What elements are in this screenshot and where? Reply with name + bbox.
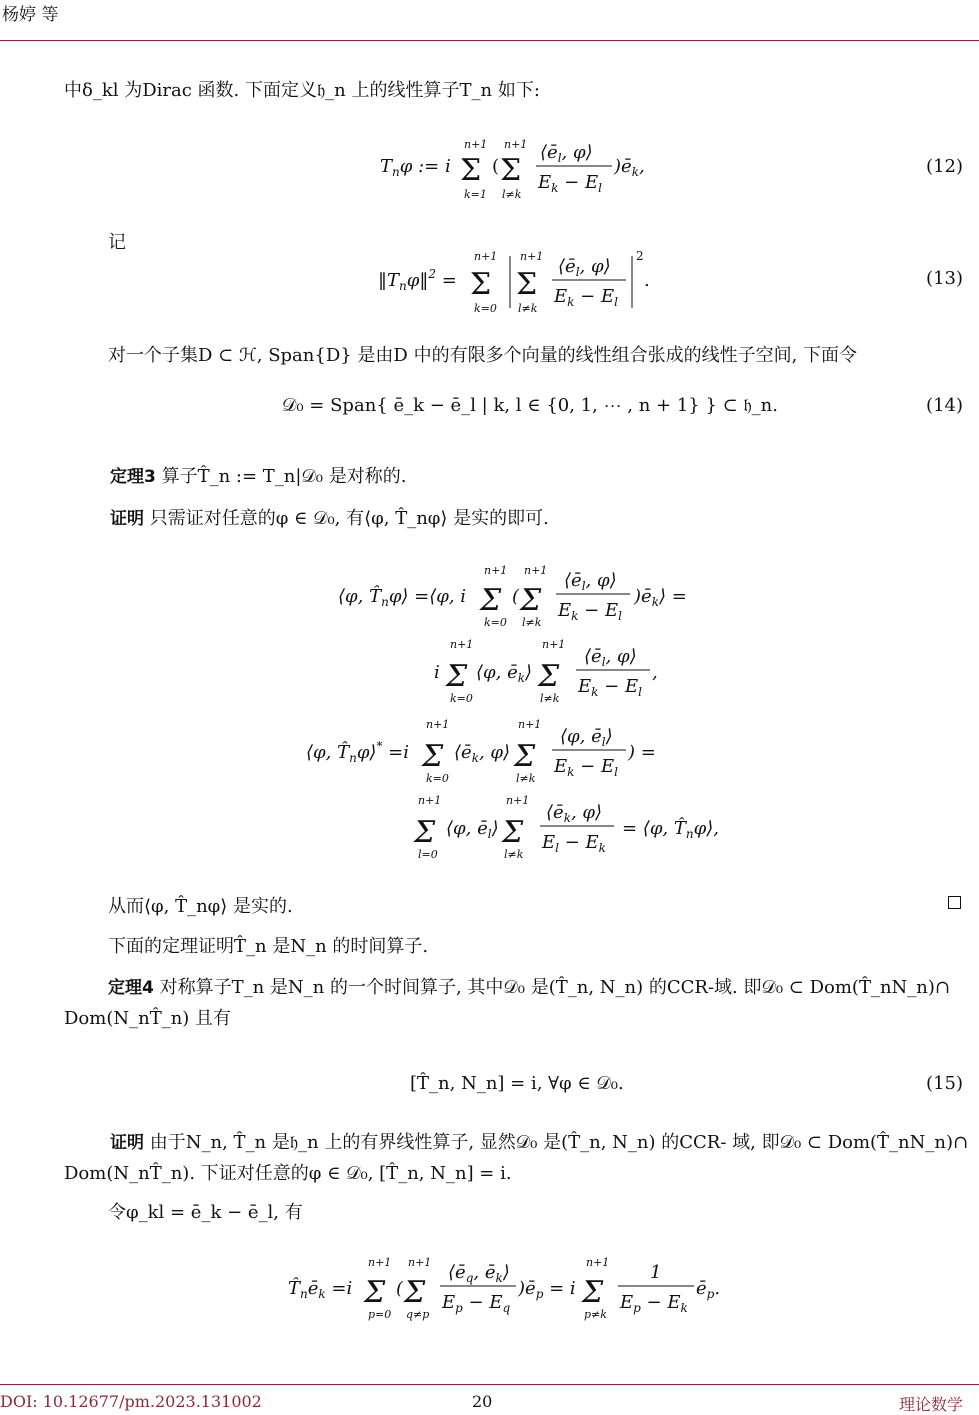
svg-text:Σ: Σ [404, 1275, 426, 1310]
svg-text:l≠k: l≠k [540, 692, 560, 705]
svg-text:p≠k: p≠k [584, 1308, 607, 1321]
svg-text:(: ( [512, 586, 520, 607]
paragraph-3: 下面的定理证明T̂_n 是N_n 的时间算子. [108, 936, 429, 957]
svg-text:(: ( [492, 156, 500, 177]
svg-text:n+1: n+1 [418, 794, 442, 807]
proof-1-text: 只需证对任意的φ ∈ 𝒟₀, 有⟨φ, T̂_nφ⟩ 是实的即可. [149, 508, 549, 529]
svg-text:Ep − Eq: $E_p - E_q$ [442, 1292, 511, 1315]
svg-text:⟨ēq, ēk⟩: $⟨ē_q$, $ē_k⟩$ [448, 1262, 510, 1285]
svg-text:)ēp = i: )$ē_p = i$ [518, 1278, 576, 1301]
svg-text:2: 2 [636, 249, 644, 263]
let-line: 令φ_kl = ē_k − ē_l, 有 [108, 1202, 303, 1223]
svg-text:l≠k: l≠k [522, 616, 542, 629]
svg-text:1: 1 [650, 1262, 662, 1283]
svg-text:⟨ēl, φ⟩: $⟨ē_l$, φ⟩ [558, 256, 611, 279]
svg-text:= ⟨φ, T̂nφ⟩,: = ⟨φ, $T̂_n\varphi⟩$, [622, 818, 719, 841]
svg-text:Σ: Σ [516, 267, 538, 302]
svg-text:⟨ēk, φ⟩: $⟨ē_k$, φ⟩ [454, 742, 511, 765]
svg-text:)ēk⟩ =: )$ē_k⟩$ = [634, 586, 687, 609]
svg-text:n+1: n+1 [520, 250, 544, 263]
svg-text:n+1: n+1 [542, 638, 566, 651]
theorem-4-text: 对称算子T_n 是N_n 的一个时间算子, 其中𝒟₀ 是(T̂_n, N_n) 的CCR-域. 即𝒟₀ ⊂ Dom(T̂_nN_n)∩ [159, 977, 950, 998]
svg-text:n+1: n+1 [464, 138, 488, 151]
svg-text:l=0: l=0 [418, 848, 438, 861]
footer-rule [0, 1384, 979, 1385]
paragraph-2: 对一个子集D ⊂ ℋ, Span{D} 是由D 中的有限多个向量的线性组合张成的线性子空间, 下面令 [108, 345, 858, 366]
final-equation [288, 1258, 728, 1326]
svg-text:Ek − El: $E_k - E_l$ [554, 286, 618, 309]
proof-1-label: 证明 [110, 509, 144, 529]
svg-text:⟨φ, T̂nφ⟩ =⟨φ, i: ⟨φ, $T̂_n\varphi⟩$ =⟨φ, i [338, 586, 467, 609]
equation-15-number: (15) [926, 1073, 963, 1094]
svg-text:Ek − El: $E_k - E_l$ [558, 600, 622, 623]
theorem-4 [108, 973, 950, 999]
equation-14-number: (14) [926, 395, 963, 416]
theorem-3-text: 算子T̂_n := T_n|𝒟₀ 是对称的. [161, 466, 407, 487]
svg-text:Σ: Σ [480, 583, 502, 618]
proof-2-text: 由于N_n, T̂_n 是𝔥_n 上的有界线性算子, 显然𝒟₀ 是(T̂_n, N_n) 的CCR- 域, 即𝒟₀ ⊂ Dom(T̂_nN_n)∩ [149, 1132, 969, 1153]
svg-text:‖Tnφ‖2 =: $‖T_n\varphi‖^2$ = [378, 267, 457, 293]
theorem-3 [110, 462, 406, 488]
svg-text:Σ: Σ [460, 153, 482, 188]
svg-text:l≠k: l≠k [504, 848, 524, 861]
svg-text:Tnφ := i: $T_n\varphi$ := i [380, 156, 451, 179]
svg-text:n+1: n+1 [368, 1256, 392, 1269]
footer-journal: 理论数学 [898, 1395, 963, 1414]
svg-text:Σ: Σ [514, 739, 536, 774]
svg-text:k=0: k=0 [484, 616, 507, 629]
svg-text:Ek − El: $E_k - E_l$ [578, 676, 642, 699]
svg-text:n+1: n+1 [450, 638, 474, 651]
svg-text:.: . [644, 270, 650, 291]
svg-text:⟨φ, T̂nφ⟩* =i: ⟨φ, $T̂_n\varphi⟩^* =i$ [306, 739, 410, 765]
svg-text:n+1: n+1 [474, 250, 498, 263]
svg-text:Σ: Σ [422, 739, 444, 774]
svg-text:l≠k: l≠k [518, 302, 538, 315]
svg-text:Ek − El: $E_k - E_l$ [554, 756, 618, 779]
equation-14: 𝒟₀ = Span{ ē_k − ē_l | k, l ∈ {0, 1, ⋯ , n + 1} } ⊂ 𝔥_n. [282, 395, 778, 416]
svg-text:Σ: Σ [364, 1275, 386, 1310]
page-number: 20 [472, 1392, 493, 1411]
svg-text:T̂nēk =i: $T̂_nē_k =i$ [288, 1278, 353, 1301]
svg-text:Ek − El: $E_k - E_l$ [538, 172, 602, 195]
svg-text:n+1: n+1 [586, 1256, 610, 1269]
svg-text:,: , [652, 662, 658, 683]
svg-text:n+1: n+1 [408, 1256, 432, 1269]
svg-text:n+1: n+1 [506, 794, 530, 807]
svg-text:Σ: Σ [414, 815, 436, 850]
svg-text:⟨ēl, φ⟩: $⟨ē_l$, φ⟩ [584, 646, 637, 669]
theorem-3-label: 定理3 [110, 467, 156, 487]
svg-text:q≠p: q≠p [406, 1308, 430, 1321]
svg-text:⟨φ, ēk⟩: ⟨φ, $ē_k⟩$ [476, 662, 533, 685]
proof-2-cont: Dom(N_nT̂_n). 下证对任意的φ ∈ 𝒟₀, [T̂_n, N_n] = i. [64, 1163, 512, 1184]
svg-text:Σ: Σ [502, 815, 524, 850]
svg-text:n+1: n+1 [504, 138, 528, 151]
svg-text:l≠k: l≠k [502, 188, 522, 201]
proof-2 [110, 1128, 968, 1154]
svg-text:n+1: n+1 [524, 564, 548, 577]
svg-text:n+1: n+1 [518, 718, 542, 731]
conclusion-1: 从而⟨φ, T̂_nφ⟩ 是实的. [108, 896, 293, 917]
svg-text:⟨ēl, φ⟩: $⟨ē_l$, φ⟩ [564, 570, 617, 593]
svg-text:Σ: Σ [470, 267, 492, 302]
paragraph-ji: 记 [108, 232, 126, 253]
svg-text:⟨φ, ēl⟩: ⟨φ, $ē_l⟩$ [446, 818, 499, 841]
footer-doi: DOI: 10.12677/pm.2023.131002 [0, 1392, 262, 1411]
theorem-4-label: 定理4 [108, 978, 154, 998]
theorem-4-cont: Dom(N_nT̂_n) 且有 [64, 1008, 232, 1029]
svg-text:⟨φ, ēl⟩: ⟨φ, $ē_l⟩$ [560, 726, 613, 749]
proof-derivation [300, 562, 760, 862]
svg-text:l≠k: l≠k [516, 772, 536, 785]
equation-13-number: (13) [926, 268, 963, 289]
qed-box [948, 896, 961, 909]
equation-12 [380, 138, 680, 202]
svg-text:k=1: k=1 [464, 188, 487, 201]
proof-2-label: 证明 [110, 1133, 144, 1153]
svg-text:Σ: Σ [446, 659, 468, 694]
svg-text:Ep − Ek: $E_p - E_k$ [620, 1292, 688, 1315]
svg-text:) =: ) = [628, 742, 656, 763]
equation-13 [378, 250, 678, 314]
svg-text:)ēk,: )$ē_k$, [614, 156, 645, 179]
paragraph-1: 中δ_kl 为Dirac 函数. 下面定义𝔥_n 上的线性算子T_n 如下: [64, 80, 540, 101]
svg-text:n+1: n+1 [426, 718, 450, 731]
svg-text:⟨ēk, φ⟩: $⟨ē_k$, φ⟩ [546, 802, 603, 825]
svg-text:k=0: k=0 [426, 772, 449, 785]
svg-text:Σ: Σ [582, 1275, 604, 1310]
svg-text:Σ: Σ [520, 583, 542, 618]
svg-text:n+1: n+1 [484, 564, 508, 577]
equation-15: [T̂_n, N_n] = i, ∀φ ∈ 𝒟₀. [410, 1073, 624, 1094]
svg-text:Σ: Σ [538, 659, 560, 694]
header-rule [0, 40, 979, 41]
svg-text:k=0: k=0 [450, 692, 473, 705]
svg-text:i: i [434, 662, 440, 683]
svg-text:k=0: k=0 [474, 302, 497, 315]
svg-text:El − Ek: $E_l - E_k$ [542, 832, 606, 855]
svg-text:ēp.: $ē_p$. [696, 1278, 721, 1301]
svg-text:⟨ēl, φ⟩: $⟨ē_l$, φ⟩ [540, 142, 593, 165]
svg-text:(: ( [396, 1278, 404, 1299]
header-author: 杨婷 等 [2, 5, 59, 25]
proof-1 [110, 504, 549, 530]
equation-12-number: (12) [926, 156, 963, 177]
svg-text:Σ: Σ [500, 153, 522, 188]
svg-text:p=0: p=0 [368, 1308, 392, 1321]
